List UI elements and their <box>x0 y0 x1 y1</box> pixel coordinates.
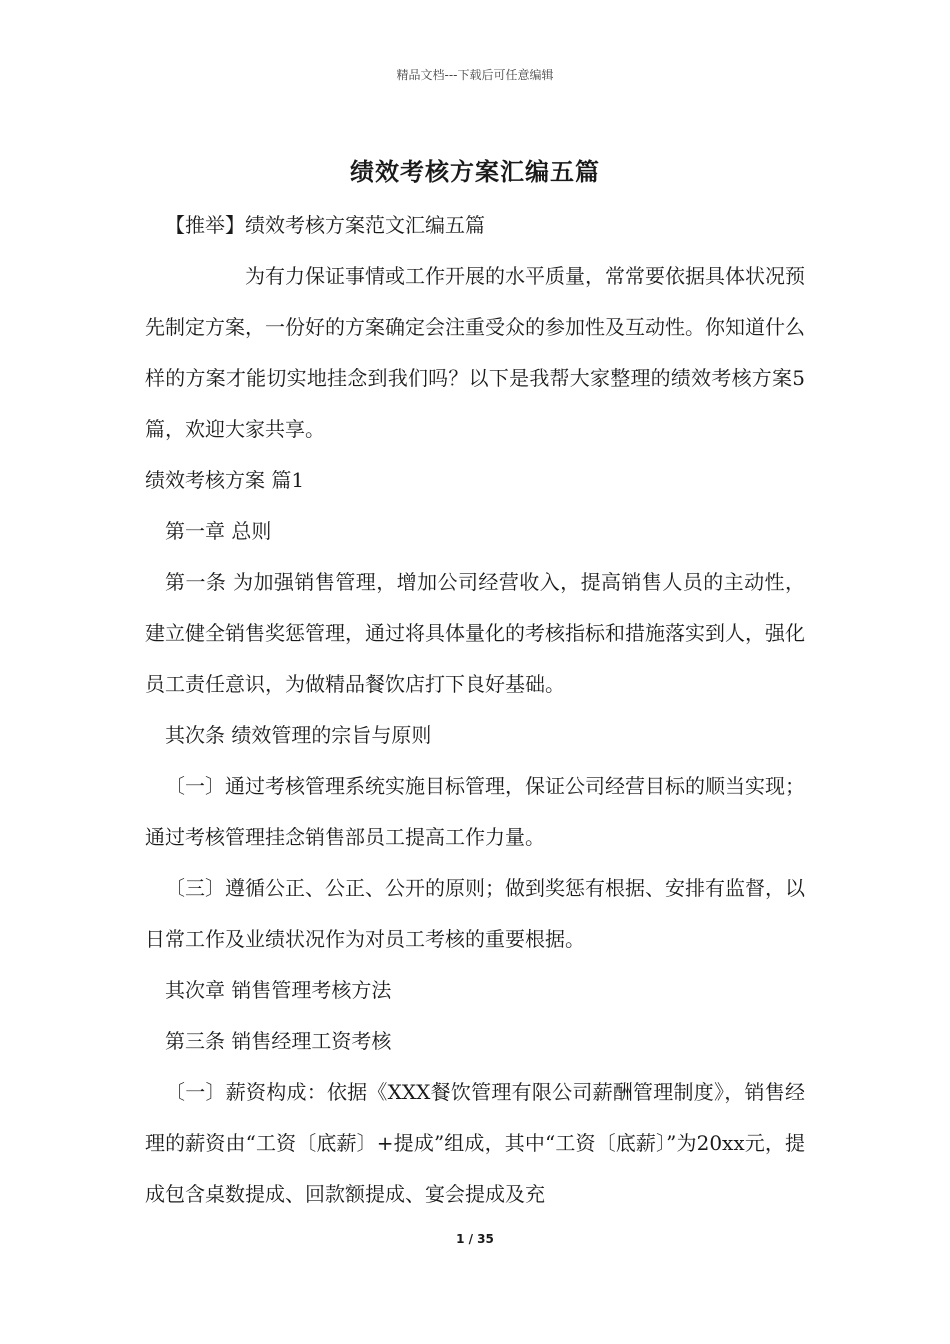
paragraph-item-1: 〔一〕通过考核管理系统实施目标管理，保证公司经营目标的顺当实现；通过考核管理挂念销售部员工提高工作力量。 <box>145 774 805 849</box>
paragraph-article-3: 第三条 销售经理工资考核 <box>165 1029 392 1053</box>
paragraph-intro: 为有力保证事情或工作开展的水平质量，常常要依据具体状况预先制定方案，一份好的方案确定会注重受众的参加性及互动性。你知道什么样的方案才能切实地挂念到我们吗？以下是我帮大家整理的绩效考核方案5篇，欢迎大家共享。 <box>145 264 805 441</box>
document-body <box>145 200 805 1220</box>
paragraph-section-heading: 绩效考核方案 篇1 <box>145 468 305 492</box>
paragraph-article-2: 其次条 绩效管理的宗旨与原则 <box>165 723 432 747</box>
header-note: 精品文档---下载后可任意编辑 <box>396 68 554 82</box>
page-number: 1 / 35 <box>456 1232 494 1246</box>
paragraph-salary: 〔一〕薪资构成：依据《XXX餐饮管理有限公司薪酬管理制度》，销售经理的薪资由“工资〔底薪〕+提成”组成，其中“工资〔底薪〕”为20xx元，提成包含桌数提成、回款额提成、宴会提成及充 <box>145 1080 805 1206</box>
paragraph-article-1: 第一条 为加强销售管理，增加公司经营收入，提高销售人员的主动性，建立健全销售奖惩管理，通过将具体量化的考核指标和措施落实到人，强化员工责任意识，为做精品餐饮店打下良好基础。 <box>145 570 805 696</box>
paragraph-item-3: 〔三〕遵循公正、公正、公开的原则；做到奖惩有根据、安排有监督，以日常工作及业绩状况作为对员工考核的重要根据。 <box>145 876 805 951</box>
paragraph-chapter-1: 第一章 总则 <box>165 519 272 543</box>
paragraph-chapter-2: 其次章 销售管理考核方法 <box>165 978 392 1002</box>
paragraph-subtitle: 【推举】绩效考核方案范文汇编五篇 <box>165 213 485 237</box>
document-title: 绩效考核方案汇编五篇 <box>350 158 600 186</box>
